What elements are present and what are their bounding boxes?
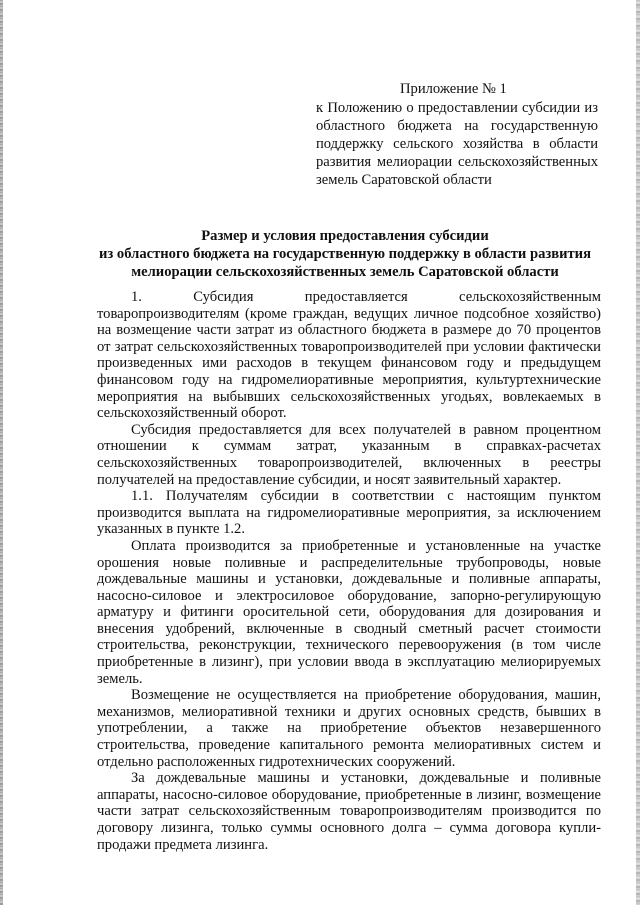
document-title bbox=[88, 227, 602, 281]
paragraph-5: Возмещение не осуществляется на приобретение оборудования, машин, механизмов, мелиоративной техники и других основных средств, бывших в употреблении, а также на приобретение объектов незавершенного строительства, проведение капитального ремонта мелиоративных систем и отдельно расположенных гидротехнических сооружений. bbox=[97, 687, 601, 770]
paragraph-6: За дождевальные машины и установки, дождевальные и поливные аппараты, насосно-силовое оборудование, приобретенные в лизинг, возмещение части затрат сельскохозяйственным товаропроизводителям производится по договору лизинга, только суммы основного долга – сумма договора купли-продажи предмета лизинга. bbox=[97, 770, 601, 853]
title-line: из областного бюджета на государственную поддержку в области развития bbox=[98, 246, 591, 262]
appendix-number: Приложение № 1 bbox=[400, 81, 507, 97]
paragraph-1: 1. Субсидия предоставляется сельскохозяйственным товаропроизводителям (кроме граждан, ведущих личное подсобное хозяйство) на возмещение части затрат из областного бюджета в размере до 70 процентов от затрат сельскохозяйственных товаропроизводителей при условии фактически произведенных ими расходов в текущем финансовом году и предыдущем финансовом году на гидромелиоративные мероприятия, культуртехнические мероприятия на выбывших сельскохозяйственных угодьях, вовлекаемых в сельскохозяйственный оборот. bbox=[97, 289, 601, 422]
paragraph-2: Субсидия предоставляется для всех получателей в равном процентном отношении к суммам затрат, указанным в справках-расчетах сельскохозяйственных товаропроизводителей, включенных в реестры получателей на предоставление субсидии, и носят заявительный характер. bbox=[97, 421, 601, 488]
appendix-block bbox=[316, 80, 598, 189]
scan-edge-right bbox=[636, 0, 640, 905]
scan-edge-left bbox=[0, 0, 3, 905]
paragraph-4: Оплата производится за приобретенные и установленные на участке орошения новые поливные и распределительные трубопроводы, новые дождевальные машины и установки, дождевальные и поливные аппараты, насосно-силовое и электросиловое оборудование, запорно-регулирующую арматуру и фитинги оросительной сети, оборудования для дозирования и внесения удобрений, включенные в сводный сметный расчет стоимости строительства, реконструкции, технического перевооружения (в том числе приобретенные в лизинг), при условии ввода в эксплуатацию мелиорируемых земель. bbox=[97, 537, 601, 687]
document-body bbox=[97, 289, 601, 853]
appendix-text: к Положению о предоставлении субсидии из областного бюджета на государственную поддержку сельского хозяйства в области развития мелиорации сельскохозяйственных земель Саратовской области bbox=[316, 100, 598, 188]
title-line: мелиорации сельскохозяйственных земель Саратовской области bbox=[131, 264, 559, 280]
paragraph-3: 1.1. Получателям субсидии в соответствии с настоящим пунктом производится выплата на гидромелиоративные мероприятия, за исключением указанных в пункте 1.2. bbox=[97, 488, 601, 538]
title-line: Размер и условия предоставления субсидии bbox=[201, 228, 489, 244]
